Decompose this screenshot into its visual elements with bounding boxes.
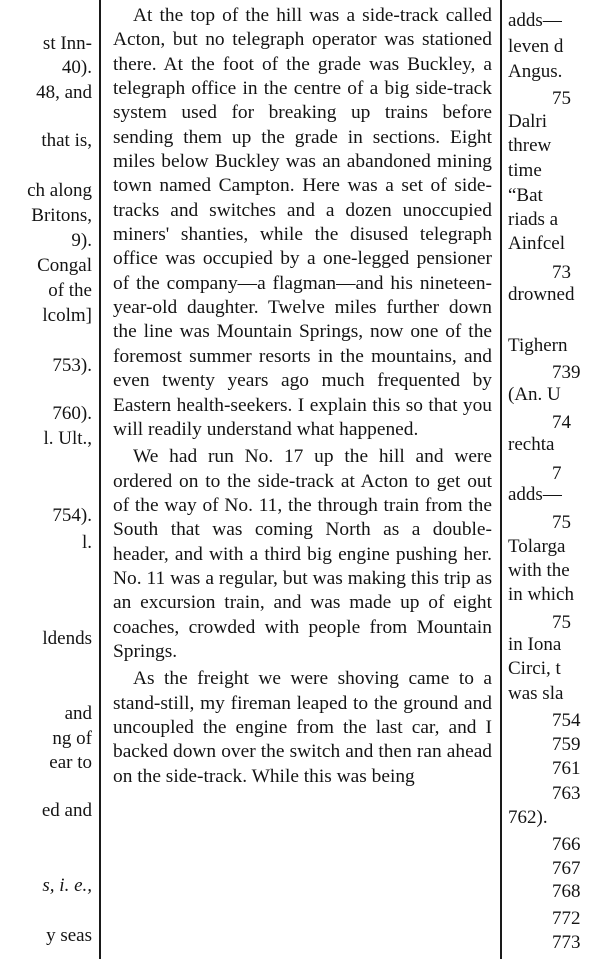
right-fragment: rechta — [508, 434, 555, 455]
right-fragment: 75 — [552, 88, 571, 109]
right-fragment: was sla — [508, 683, 564, 704]
paragraph: At the top of the hill was a side-track called Acton, but no telegraph operator was stationed there. At the foot of the grade was Buckley, a telegraph office in the centre of a big side-track system used for breaking up trains before sending them up the grade in sections. Eight miles below Buckley was an abandoned mining town named Campton. Here was a set of side-tracks and switches and a dozen unoccupied miners' shanties, while the disused telegraph office was occupied by a one-legged pensioner of the company—a flagman—and his nineteen-year-old daughter. Twelve miles further down the line was Mountain Springs, now one of the foremost summer resorts in the mountains, and even twenty years ago much frequented by Eastern health-seekers. I explain this so that you will readily understand what happened. — [113, 5, 492, 440]
right-fragment: 754 — [552, 710, 581, 731]
right-fragment: 772 — [552, 908, 581, 929]
right-fragment: 766 — [552, 834, 581, 855]
right-fragment: 75 — [552, 512, 571, 533]
right-fragment: Ainfcel — [508, 233, 565, 254]
left-fragment: of the — [48, 280, 92, 301]
right-fragment: 773 — [552, 932, 581, 953]
right-fragment: 739 — [552, 362, 581, 383]
right-page-fragment-column — [508, 0, 600, 959]
right-fragment: 75 — [552, 612, 571, 633]
left-fragment: Britons, — [31, 205, 92, 226]
left-fragment: that is, — [41, 130, 92, 151]
left-fragment: 760). — [52, 403, 92, 424]
left-fragment: l. Ult., — [43, 428, 92, 449]
right-fragment: drowned — [508, 284, 575, 305]
right-fragment: 763 — [552, 783, 581, 804]
right-fragment: leven d — [508, 36, 564, 57]
right-fragment: 767 — [552, 858, 581, 879]
right-fragment: adds— — [508, 10, 562, 31]
left-fragment: ch along — [27, 180, 92, 201]
left-fragment: s, i. e., — [42, 875, 92, 896]
left-fragment: ear to — [49, 752, 92, 773]
right-fragment: time — [508, 160, 542, 181]
left-column-rule — [99, 0, 101, 959]
left-fragment: ed and — [41, 800, 92, 821]
paragraph: We had run No. 17 up the hill and were ordered on to the side-track at Acton to get out of the way of No. 11, the through train from the South that was coming North as a double-header, and with a third big engine pushing her. No. 11 was a regular, but was making this trip as an excursion train, and was made up of eight coaches, crowded with people from Mountain Springs. — [113, 446, 492, 662]
left-fragment: y seas — [46, 925, 92, 946]
right-column-rule — [500, 0, 502, 959]
right-fragment: Angus. — [508, 61, 563, 82]
right-fragment: Circi, t — [508, 658, 561, 679]
right-fragment: in which — [508, 584, 574, 605]
left-fragment: 9). — [71, 230, 92, 251]
left-fragment: 753). — [52, 355, 92, 376]
right-fragment: riads a — [508, 209, 559, 230]
right-fragment: with the — [508, 560, 570, 581]
right-fragment: 74 — [552, 412, 571, 433]
right-fragment: threw — [508, 135, 552, 156]
right-fragment: 7 — [552, 463, 562, 484]
left-fragment: lcolm] — [42, 305, 92, 326]
right-fragment: Tolarga — [508, 536, 566, 557]
left-page-fragment-column — [0, 0, 96, 959]
left-fragment: ng of — [52, 728, 92, 749]
right-fragment: Tighern — [508, 335, 568, 356]
main-text-column — [113, 4, 492, 792]
right-fragment: 73 — [552, 262, 571, 283]
right-fragment: Dalri — [508, 111, 548, 132]
right-fragment: in Iona — [508, 634, 562, 655]
paragraph: As the freight we were shoving came to a stand-still, my fireman leaped to the ground and uncoupled the engine from the last car, and I backed down over the switch and then ran ahead on the side-track. While this was being — [113, 668, 492, 787]
left-fragment: l. — [81, 532, 92, 553]
right-fragment: adds— — [508, 484, 562, 505]
left-fragment: ldends — [42, 628, 92, 649]
left-fragment: 754). — [52, 505, 92, 526]
right-fragment: (An. U — [508, 384, 561, 405]
left-fragment: and — [64, 703, 92, 724]
right-fragment: 762). — [508, 807, 548, 828]
right-fragment: “Bat — [508, 185, 543, 206]
left-fragment: 48, and — [36, 82, 92, 103]
right-fragment: 768 — [552, 881, 581, 902]
right-fragment: 761 — [552, 758, 581, 779]
left-fragment: 40). — [61, 57, 92, 78]
left-fragment: st Inn- — [42, 33, 92, 54]
left-fragment: Congal — [37, 255, 92, 276]
right-fragment: 759 — [552, 734, 581, 755]
